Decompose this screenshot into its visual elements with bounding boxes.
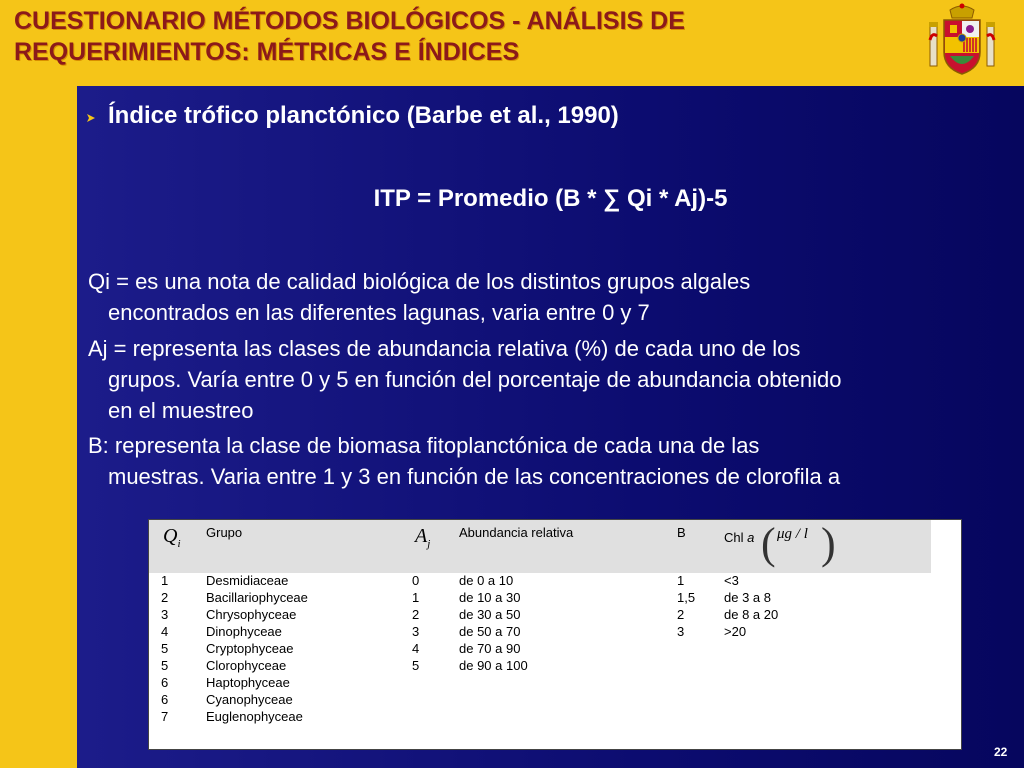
arrow-bullet-icon bbox=[86, 113, 96, 123]
header-grupo: Grupo bbox=[206, 525, 243, 540]
unit-mu: μg bbox=[777, 526, 793, 542]
grupo-cell: Cyanophyceae bbox=[206, 692, 293, 707]
page-number: 22 bbox=[994, 745, 1008, 759]
header-unit bbox=[777, 526, 808, 543]
column-chl bbox=[724, 572, 778, 640]
chl-cell: de 3 a 8 bbox=[724, 590, 771, 605]
slide-title-line-1: CUESTIONARIO MÉTODOS BIOLÓGICOS - ANÁLISIS DE bbox=[14, 7, 685, 35]
grupo-cell: Euglenophyceae bbox=[206, 709, 303, 724]
slide-title bbox=[14, 6, 914, 68]
chl-cell: de 8 a 20 bbox=[724, 607, 779, 622]
aj-cell: 3 bbox=[412, 624, 420, 639]
grupo-cell: Desmidiaceae bbox=[206, 573, 289, 588]
grupo-cell: Clorophyceae bbox=[206, 658, 287, 673]
abundancia-cell: de 30 a 50 bbox=[459, 607, 521, 622]
header-qi-sub: i bbox=[177, 538, 181, 550]
qi-cell: 2 bbox=[161, 590, 169, 605]
abundancia-cell: de 10 a 30 bbox=[459, 590, 521, 605]
b-cell: 2 bbox=[677, 607, 685, 622]
abundancia-cell: de 0 a 10 bbox=[459, 573, 514, 588]
header-qi bbox=[163, 525, 181, 553]
qi-cell: 7 bbox=[161, 709, 169, 724]
definition-aj-line-2: grupos. Varía entre 0 y 5 en función del porcentaje de abundancia obtenido bbox=[108, 367, 842, 392]
header-chl bbox=[724, 529, 754, 546]
definition-aj-line-3: en el muestreo bbox=[108, 398, 254, 423]
definition-b-line-2: muestras. Varia entre 1 y 3 en función de las concentraciones de clorofila a bbox=[108, 464, 841, 489]
definition-qi bbox=[88, 266, 978, 328]
header-chl-a: a bbox=[747, 530, 755, 545]
abundancia-cell: de 50 a 70 bbox=[459, 624, 521, 639]
header-chl-label: Chl bbox=[724, 530, 748, 545]
header-aj-sub: j bbox=[427, 538, 431, 550]
b-cell: 1 bbox=[677, 573, 685, 588]
definition-b-line-1: B: representa la clase de biomasa fitoplanctónica de cada una de las bbox=[88, 433, 760, 458]
reference-table bbox=[148, 519, 962, 750]
qi-cell: 6 bbox=[161, 675, 169, 690]
definition-b bbox=[88, 430, 978, 492]
grupo-cell: Cryptophyceae bbox=[206, 641, 294, 656]
qi-cell: 5 bbox=[161, 641, 169, 656]
qi-cell: 5 bbox=[161, 658, 169, 673]
unit-paren-left: ( bbox=[761, 519, 776, 568]
qi-cell: 1 bbox=[161, 573, 169, 588]
aj-cell: 4 bbox=[412, 641, 420, 656]
column-abundancia bbox=[459, 572, 528, 674]
column-b bbox=[677, 572, 695, 640]
slide-title-line-2: REQUERIMIENTOS: MÉTRICAS E ÍNDICES bbox=[14, 38, 520, 66]
itp-formula: ITP = Promedio (B * ∑ Qi * Aj)-5 bbox=[373, 185, 728, 212]
header-b: B bbox=[677, 525, 686, 540]
qi-cell: 6 bbox=[161, 692, 169, 707]
b-cell: 1,5 bbox=[677, 590, 696, 605]
header-aj bbox=[415, 525, 431, 553]
grupo-cell: Dinophyceae bbox=[206, 624, 282, 639]
abundancia-cell: de 70 a 90 bbox=[459, 641, 521, 656]
abundancia-cell: de 90 a 100 bbox=[459, 658, 528, 673]
qi-cell: 3 bbox=[161, 607, 169, 622]
b-cell: 3 bbox=[677, 624, 685, 639]
definition-aj-line-1: Aj = representa las clases de abundancia relativa (%) de cada uno de los bbox=[88, 336, 801, 361]
grupo-cell: Haptophyceae bbox=[206, 675, 290, 690]
column-grupo bbox=[206, 572, 308, 725]
definition-aj bbox=[88, 333, 978, 426]
unit-sep: / bbox=[792, 526, 804, 542]
aj-cell: 5 bbox=[412, 658, 420, 673]
grupo-cell: Bacillariophyceae bbox=[206, 590, 308, 605]
header-qi-symbol: Q bbox=[163, 525, 178, 547]
unit-l: l bbox=[803, 526, 808, 542]
column-aj bbox=[412, 572, 419, 674]
chl-cell: >20 bbox=[724, 624, 747, 639]
definition-qi-line-1: Qi = es una nota de calidad biológica de los distintos grupos algales bbox=[88, 269, 751, 294]
coat-of-arms-icon bbox=[928, 2, 996, 76]
column-qi bbox=[161, 572, 168, 725]
definition-qi-line-2: encontrados en las diferentes lagunas, varia entre 0 y 7 bbox=[108, 300, 650, 325]
aj-cell: 0 bbox=[412, 573, 420, 588]
grupo-cell: Chrysophyceae bbox=[206, 607, 297, 622]
aj-cell: 2 bbox=[412, 607, 420, 622]
header-abundancia: Abundancia relativa bbox=[459, 525, 574, 540]
header-aj-symbol: A bbox=[415, 525, 428, 547]
chl-cell: <3 bbox=[724, 573, 739, 588]
index-heading: Índice trófico planctónico (Barbe et al., 1990) bbox=[108, 102, 619, 129]
qi-cell: 4 bbox=[161, 624, 169, 639]
aj-cell: 1 bbox=[412, 590, 420, 605]
unit-paren-right: ) bbox=[821, 519, 836, 568]
